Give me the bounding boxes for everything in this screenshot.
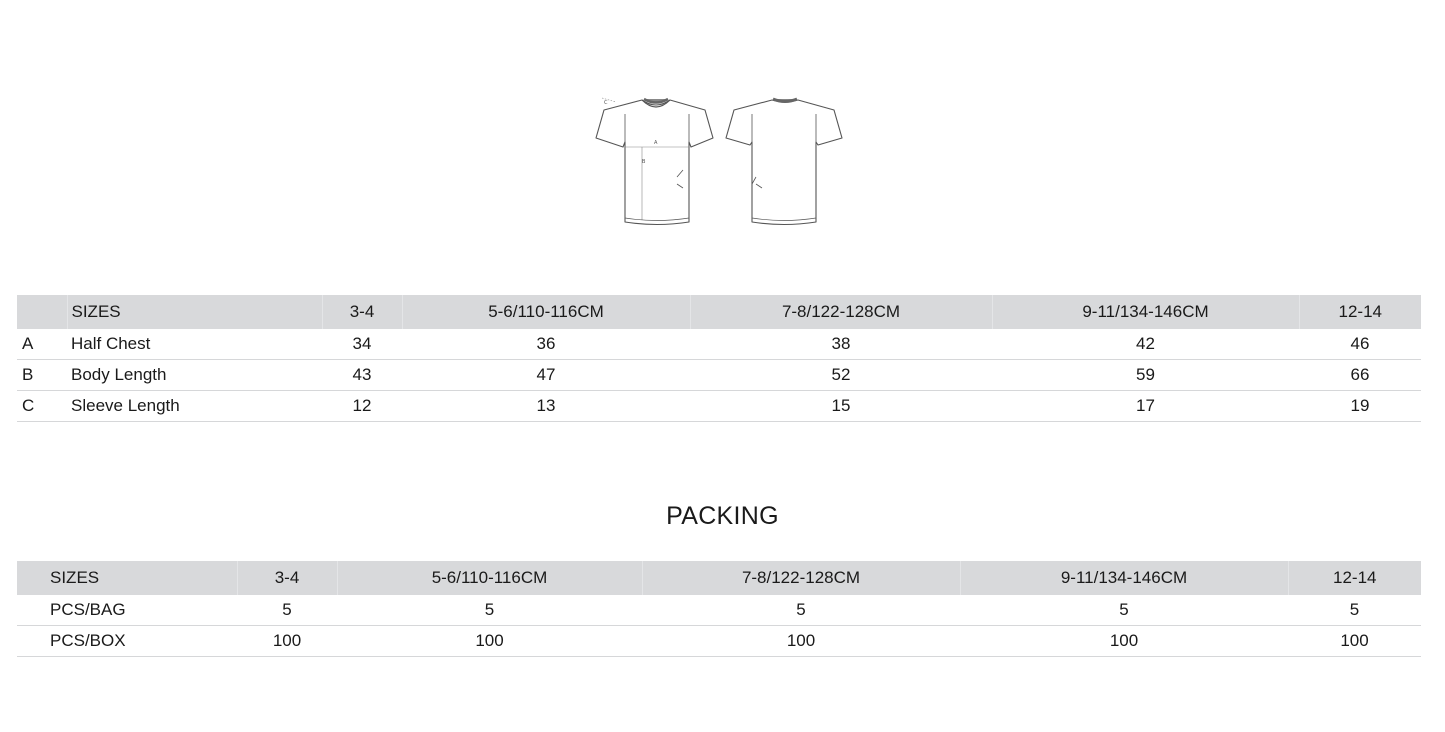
table-cell: 34 (322, 329, 402, 360)
table-cell: 100 (642, 626, 960, 657)
table-cell: 36 (402, 329, 690, 360)
size-chart-table (17, 295, 1421, 422)
row-label: Sleeve Length (67, 391, 322, 422)
table-row (17, 626, 1421, 657)
row-label: PCS/BAG (17, 595, 237, 626)
table-cell: 59 (992, 360, 1299, 391)
table-row (17, 391, 1421, 422)
size-table-header-3-4: 3-4 (322, 295, 402, 329)
packing-header-12-14: 12-14 (1288, 561, 1421, 595)
packing-table-header-row (17, 561, 1421, 595)
size-table-header-12-14: 12-14 (1299, 295, 1421, 329)
table-cell: 42 (992, 329, 1299, 360)
table-cell: 52 (690, 360, 992, 391)
tshirt-illustration (590, 92, 850, 232)
marker-c: C (604, 100, 608, 106)
packing-header-7-8: 7-8/122-128CM (642, 561, 960, 595)
table-cell: 100 (960, 626, 1288, 657)
table-cell: 5 (1288, 595, 1421, 626)
size-table-header-9-11: 9-11/134-146CM (992, 295, 1299, 329)
table-cell: 5 (960, 595, 1288, 626)
table-cell: 100 (237, 626, 337, 657)
table-cell: 17 (992, 391, 1299, 422)
table-row (17, 360, 1421, 391)
size-table-header-7-8: 7-8/122-128CM (690, 295, 992, 329)
packing-header-sizes: SIZES (17, 561, 237, 595)
table-cell: 66 (1299, 360, 1421, 391)
size-table-header-code (17, 295, 67, 329)
tshirt-front-drawing (596, 98, 713, 225)
table-cell: 15 (690, 391, 992, 422)
table-cell: 12 (322, 391, 402, 422)
row-label: Half Chest (67, 329, 322, 360)
marker-b: B (642, 159, 646, 165)
table-cell: 46 (1299, 329, 1421, 360)
packing-header-3-4: 3-4 (237, 561, 337, 595)
packing-table (17, 561, 1421, 657)
table-row (17, 595, 1421, 626)
table-cell: 19 (1299, 391, 1421, 422)
tshirt-back-drawing (726, 99, 842, 225)
row-code: C (17, 391, 67, 422)
table-cell: 47 (402, 360, 690, 391)
table-cell: 38 (690, 329, 992, 360)
packing-title: PACKING (666, 502, 779, 530)
packing-header-9-11: 9-11/134-146CM (960, 561, 1288, 595)
table-cell: 13 (402, 391, 690, 422)
table-cell: 5 (237, 595, 337, 626)
row-label: Body Length (67, 360, 322, 391)
table-cell: 5 (337, 595, 642, 626)
table-row (17, 329, 1421, 360)
size-table-header-5-6: 5-6/110-116CM (402, 295, 690, 329)
marker-a: A (654, 140, 658, 146)
table-cell: 5 (642, 595, 960, 626)
table-cell: 43 (322, 360, 402, 391)
packing-header-5-6: 5-6/110-116CM (337, 561, 642, 595)
size-table-header-row (17, 295, 1421, 329)
row-label: PCS/BOX (17, 626, 237, 657)
size-table-header-sizes: SIZES (67, 295, 322, 329)
row-code: B (17, 360, 67, 391)
table-cell: 100 (1288, 626, 1421, 657)
table-cell: 100 (337, 626, 642, 657)
row-code: A (17, 329, 67, 360)
